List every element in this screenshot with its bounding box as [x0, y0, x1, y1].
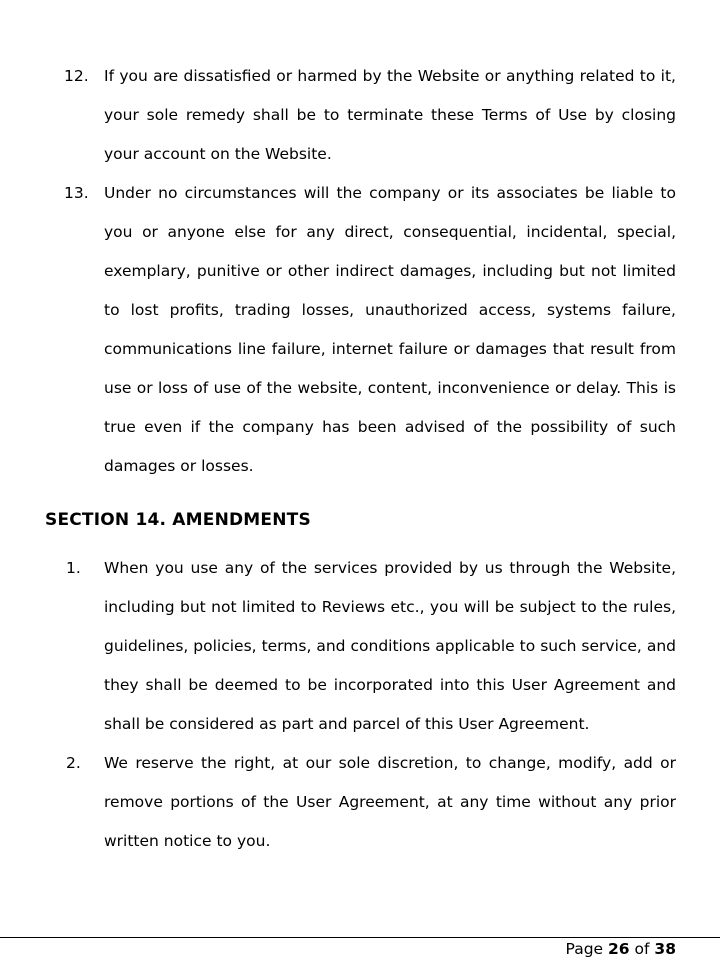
list-item-text: Under no circumstances will the company or its associates be liable to you or anyone else for any direct, consequential, incidental, special, exemplary, punitive or other indirect damages, including but not limited to lost profits, trading losses, unauthorized access, systems failure, communications line failure, internet failure or damages that result from use or loss of use of the website, content, inconvenience or delay. This is true even if the company has been advised of the possibility of such damages or losses.	[104, 184, 676, 475]
list-item-number: 1.	[66, 559, 81, 577]
list-item-number: 13.	[64, 184, 89, 202]
list-item-text: If you are dissatisfied or harmed by the Website or anything related to it, your sole remedy shall be to terminate these Terms of Use by closing your account on the Website.	[104, 67, 676, 163]
list-item-1	[0, 549, 720, 744]
list-item-2	[0, 744, 720, 861]
page-number-footer	[566, 939, 676, 959]
document-body	[0, 57, 720, 861]
of-label: of	[634, 940, 650, 958]
list-item-number: 2.	[66, 754, 81, 772]
list-item-text: When you use any of the services provided by us through the Website, including but not limited to Reviews etc., you will be subject to the rules, guidelines, policies, terms, and conditions applicable to such service, and they shall be deemed to be incorporated into this User Agreement and shall be considered as part and parcel of this User Agreement.	[104, 559, 676, 733]
section-heading: SECTION 14. AMENDMENTS	[45, 510, 311, 530]
list-item-12	[0, 57, 720, 174]
list-item-text: We reserve the right, at our sole discretion, to change, modify, add or remove portions of the User Agreement, at any time without any prior written notice to you.	[104, 754, 676, 850]
footer-divider	[0, 937, 720, 938]
page-label: Page	[565, 940, 604, 958]
total-pages-number: 38	[654, 940, 676, 958]
current-page-number: 26	[608, 940, 630, 958]
list-item-13	[0, 174, 720, 486]
list-item-number: 12.	[64, 67, 89, 85]
